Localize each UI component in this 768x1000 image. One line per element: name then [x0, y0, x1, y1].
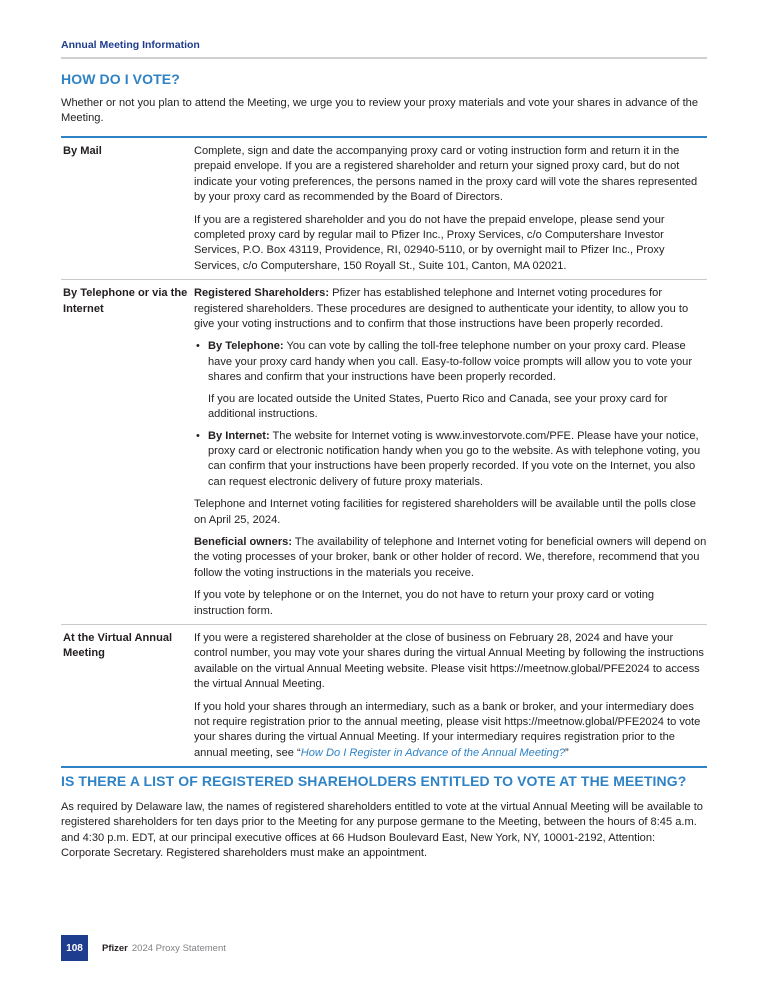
register-in-advance-link[interactable]: How Do I Register in Advance of the Annual Meeting?: [300, 746, 566, 759]
bullet-internet: • By Internet: The website for Internet voting is www.investorvote.com/PFE. Please have your notice, proxy card or electronic notification handy when you go to the website. As with telephone voting, you can confirm that your instructions have been properly recorded. If you vote on the Internet, you also can request electronic delivery of future proxy materials.: [196, 429, 701, 488]
bullet-icon: •: [196, 340, 200, 353]
paragraph: If you are a registered shareholder and you do not have the prepaid envelope, please send your completed proxy card by regular mail to Pfizer Inc., Proxy Services, c/o Computershare Investor Services, P.O. Box 43119, Providence, RI, 02940-5110, or by overnight mail to Pfizer Inc., Proxy Services, c/o Computershare, 150 Royall St., Suite 101, Canton, MA 02021.: [194, 213, 665, 272]
shareholder-list-paragraph: As required by Delaware law, the names of registered shareholders entitled to vote at the virtual Annual Meeting will be available to registered shareholders for ten days prior to the Meeting for any purpose germane to the Meeting, between the hours of 8:45 a.m. and 4:30 p.m. EDT, at our principal executive offices at 66 Hudson Boulevard East, New York, NY, 10001-2192, Attention: Corporate Secretary. Registered shareholders must make an appointment.: [61, 801, 703, 860]
paragraph: Complete, sign and date the accompanying proxy card or voting instruction form and return it in the prepaid envelope. If you are a registered shareholder and return your signed proxy card, but do not indicate your voting preferences, the persons named in the proxy card will vote the shares represented by your proxy card as recommended by the Board of Directors.: [194, 145, 698, 204]
row-body: [194, 286, 707, 619]
bullet-list: [194, 339, 707, 490]
page-footer: [61, 935, 226, 961]
bullet-icon: •: [196, 429, 200, 442]
lead-registered: Registered Shareholders:: [194, 287, 330, 300]
paragraph-registered: Registered Shareholders: Pfizer has established telephone and Internet voting procedures for registered shareholders. These procedures are designed to authenticate your identity, to allow you to give your voting instructions and to confirm that those instructions have been properly recorded.: [194, 287, 689, 331]
row-by-mail: [61, 138, 707, 279]
section-title-how-to-vote: HOW DO I VOTE?: [61, 71, 180, 87]
paragraph: If you were a registered shareholder at the close of business on February 28, 2024 and have your control number, you may vote your shares during the virtual Annual Meeting by following the instructions available on the virtual Annual Meeting website. Please visit https://meetnow.global/PFE2024 to access the virtual Annual Meeting.: [194, 631, 704, 691]
row-label: At the Virtual Annual Meeting: [63, 631, 173, 660]
page-number-badge: 108: [61, 935, 88, 961]
paragraph-closing: If you vote by telephone or on the Internet, you do not have to return your proxy card or voting instruction form.: [194, 589, 655, 617]
footer-title: Pfizer 2024 Proxy Statement: [102, 942, 226, 954]
section-title-shareholder-list: IS THERE A LIST OF REGISTERED SHAREHOLDERS ENTITLED TO VOTE AT THE MEETING?: [61, 773, 687, 789]
row-by-telephone-internet: [61, 279, 707, 624]
voting-methods-table: [61, 136, 707, 768]
footer-brand: Pfizer: [102, 942, 128, 954]
bullet-telephone: • By Telephone: You can vote by calling the toll-free telephone number on your proxy card. Please have your proxy card handy when you call. Easy-to-follow voice prompts will allow you to vote your shares and confirm that your instructions have been properly recorded. If you are located outside the United States, Puerto Rico and Canada, see your proxy card for additional instructions.: [196, 340, 693, 421]
paragraph-availability: Telephone and Internet voting facilities for registered shareholders will be available until the polls close on April 25, 2024.: [194, 498, 696, 526]
row-virtual-meeting: [61, 624, 707, 766]
intro-paragraph: Whether or not you plan to attend the Meeting, we urge you to review your proxy materials and vote your shares in advance of the Meeting.: [61, 97, 699, 125]
row-label: By Telephone or via the Internet: [63, 287, 188, 315]
row-body: [194, 144, 707, 274]
paragraph-beneficial: Beneficial owners: The availability of telephone and Internet voting for beneficial owners will depend on the voting processes of your broker, bank or other holder of record. We, therefore, recommend that you follow the voting instructions in the materials you receive.: [194, 535, 707, 579]
paragraph-intermediary: If you hold your shares through an intermediary, such as a bank or broker, and your intermediary does not require registration prior to the annual meeting, please visit https://meetnow.global/PFE2024 to vote your shares during the virtual Annual Meeting. If your intermediary requires registration prior to the annual meeting, see “How Do I Register in Advance of the Annual Meeting?”: [194, 700, 701, 759]
row-body: [194, 631, 707, 761]
row-label: By Mail: [63, 145, 102, 157]
header-divider: [61, 57, 707, 59]
running-header: Annual Meeting Information: [61, 39, 200, 51]
